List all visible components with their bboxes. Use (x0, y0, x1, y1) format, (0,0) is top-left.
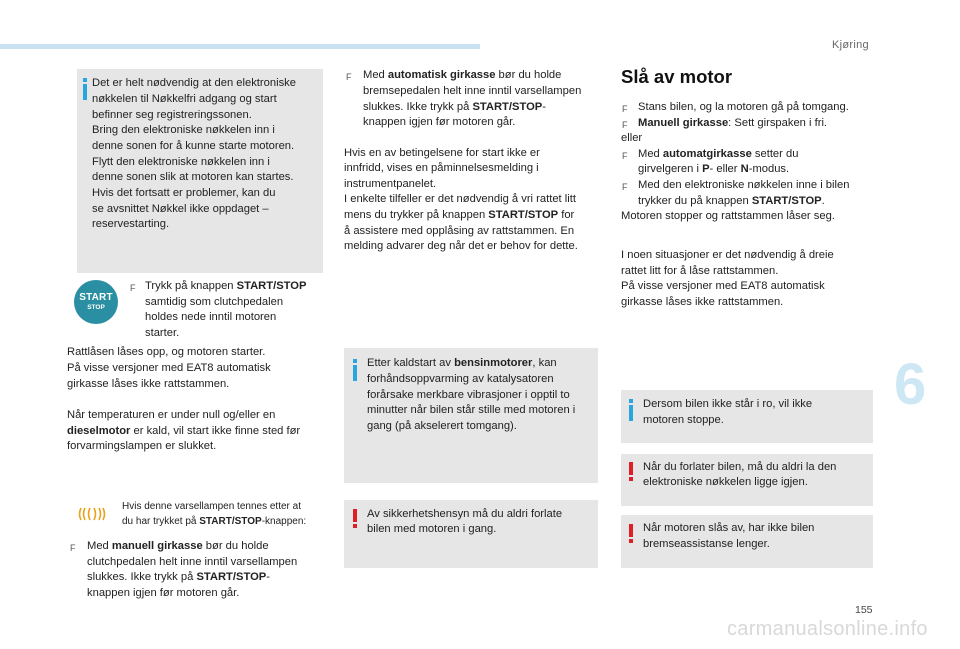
lamp-note-line: Hvis denne varsellampen tennes etter at (122, 501, 301, 512)
info-line: Dersom bilen ikke står i ro, vil ikke (643, 398, 813, 410)
info-catalyst-line: minutter når bilen står stille med motoren i (367, 404, 576, 416)
chapter-title: Kjøring (832, 39, 869, 51)
paragraph-line: melding advarer deg når det er behov for dette. (344, 240, 578, 252)
info-catalyst-line: Etter kaldstart av bensinmotorer, kan (367, 357, 557, 369)
header-accent-bar (0, 44, 480, 49)
paragraph-line: I noen situasjoner er det nødvendig å dreie (621, 249, 834, 261)
info-icon (83, 78, 87, 100)
stop-step: Med automatgirkasse setter du (638, 148, 799, 160)
info-box-key-line: Hvis det fortsatt er problemer, kan du (92, 187, 276, 199)
stop-step: Manuell girkasse: Sett girspaken i fri. (638, 117, 828, 129)
lamp-note-line: du har trykket på START/STOP-knappen: (122, 516, 307, 527)
paragraph-line: girkasse låses ikke rattstammen. (621, 296, 784, 308)
paragraph-line: forvarmingslampen er slukket. (67, 440, 217, 452)
info-box-key-line: Bring den elektroniske nøkkelen inn i (92, 124, 275, 136)
info-box-key-line: reservestarting. (92, 218, 170, 230)
stop-step-or: eller (621, 132, 643, 144)
info-box-key-line: befinner seg registreringssonen. (92, 109, 252, 121)
stop-step: girvelgeren i P- eller N-modus. (638, 163, 790, 175)
info-box-key-line: se avsnittet Nøkkel ikke oppdaget – (92, 203, 269, 215)
paragraph-line: Hvis en av betingelsene for start ikke er (344, 147, 540, 159)
manual-step-line: slukkes. Ikke trykk på START/STOP- (87, 571, 270, 583)
paragraph-line: dieselmotor er kald, vil start ikke finne sted før (67, 425, 301, 437)
info-box-key-line: Flytt den elektroniske nøkkelen inn i (92, 156, 270, 168)
paragraph-line: På visse versjoner med EAT8 automatisk (621, 280, 825, 292)
step-bullet: F (622, 151, 628, 161)
info-box-key-line: Det er helt nødvendig at den elektroniske (92, 77, 296, 89)
stop-result: Motoren stopper og rattstammen låser seg. (621, 210, 835, 222)
watermark: carmanualsonline.info (727, 618, 928, 640)
page-number: 155 (855, 604, 873, 616)
paragraph-line: mens du trykker på knappen START/STOP for (344, 209, 575, 221)
auto-step-line: knappen igjen før motoren går. (363, 116, 516, 128)
auto-step-line: Med automatisk girkasse bør du holde (363, 69, 562, 81)
step-bullet: F (622, 104, 628, 114)
manual-step-line: knappen igjen før motoren går. (87, 587, 240, 599)
paragraph-line: girkasse låses ikke rattstammen. (67, 378, 230, 390)
paragraph-line: innfridd, vises en påminnelsesmelding i (344, 162, 539, 174)
stop-step: Med den elektroniske nøkkelen inne i bilen (638, 179, 850, 191)
info-box-key-line: denne sonen for å kunne starte motoren. (92, 140, 295, 152)
step-bullet: F (622, 182, 628, 192)
auto-step-line: slukkes. Ikke trykk på START/STOP- (363, 101, 546, 113)
paragraph-line: I enkelte tilfeller er det nødvendig å vri rattet litt (344, 193, 576, 205)
step-bullet: F (70, 543, 76, 553)
paragraph-line: Rattlåsen låses opp, og motoren starter. (67, 346, 266, 358)
step-press-start-line: samtidig som clutchpedalen (145, 296, 284, 308)
warning-line: bremseassistanse lenger. (643, 538, 770, 550)
warning-line: Når motoren slås av, har ikke bilen (643, 522, 815, 534)
step-press-start: Trykk på knappen START/STOP (145, 280, 307, 292)
info-catalyst-line: forhåndsoppvarming av katalysatoren (367, 373, 554, 385)
warning-icon (629, 524, 633, 544)
paragraph-line: å assistere med opplåsing av rattstammen. En (344, 225, 575, 237)
section-title: Slå av motor (621, 66, 733, 87)
warning-line: Når du forlater bilen, må du aldri la den (643, 461, 837, 473)
paragraph-line: Når temperaturen er under null og/eller en (67, 409, 276, 421)
info-line: motoren stoppe. (643, 414, 724, 426)
paragraph-line: instrumentpanelet. (344, 178, 437, 190)
manual-step-line: clutchpedalen helt inne inntil varsellampen (87, 556, 298, 568)
warning-icon (629, 462, 633, 482)
warning-line: bilen med motoren i gang. (367, 523, 497, 535)
info-icon (353, 359, 357, 381)
stop-step: Stans bilen, og la motoren gå på tomgang. (638, 101, 849, 113)
stop-step: trykker du på knappen START/STOP. (638, 195, 825, 207)
step-bullet: F (622, 120, 628, 130)
paragraph-line: På visse versjoner med EAT8 automatisk (67, 362, 271, 374)
paragraph-line: rattet litt for å låse rattstammen. (621, 265, 779, 277)
step-press-start-line: holdes nede inntil motoren (145, 311, 277, 323)
chapter-tab: 6 (894, 352, 927, 417)
step-press-start-line: starter. (145, 327, 180, 339)
step-bullet: F (130, 283, 136, 293)
warning-line: Av sikkerhetshensyn må du aldri forlate (367, 508, 563, 520)
info-box-key-line: nøkkelen til Nøkkelfri adgang og start (92, 93, 277, 105)
info-icon (629, 399, 633, 421)
info-catalyst-line: forårsake merkbare vibrasjoner i opptil to (367, 389, 570, 401)
auto-step-line: bremsepedalen helt inne inntil varsellampen (363, 85, 582, 97)
preheat-lamp-icon (78, 506, 106, 522)
info-catalyst-line: gang (på akselerert tomgang). (367, 420, 517, 432)
manual-step-line: Med manuell girkasse bør du holde (87, 540, 269, 552)
warning-icon (353, 509, 357, 529)
info-box-key-line: denne sonen slik at motoren kan startes. (92, 171, 294, 183)
warning-line: elektroniske nøkkelen ligge igjen. (643, 476, 808, 488)
step-bullet: F (346, 72, 352, 82)
start-stop-button-icon: START STOP (74, 280, 118, 324)
